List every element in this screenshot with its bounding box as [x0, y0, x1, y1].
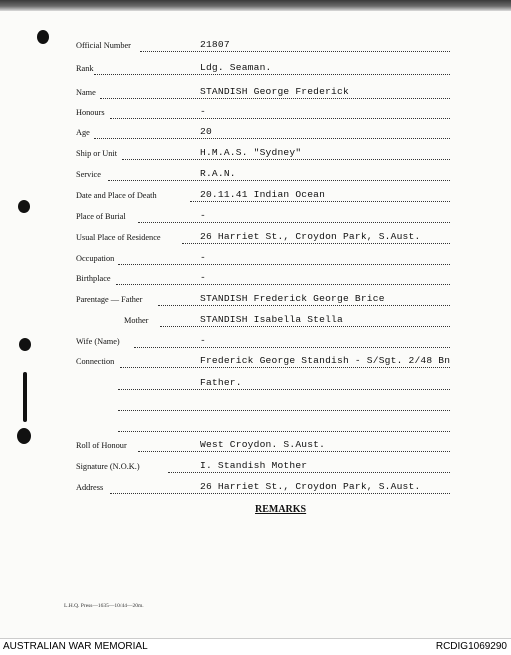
field-official-number — [0, 40, 511, 54]
field-roll-of-honour — [0, 440, 511, 454]
field-connection-line-3 — [0, 399, 511, 413]
field-rule — [120, 367, 450, 368]
field-value: - — [200, 210, 206, 221]
field-label: Address — [76, 483, 104, 492]
field-value: - — [200, 106, 206, 117]
field-connection-line-4 — [0, 420, 511, 434]
field-value: R.A.N. — [200, 168, 236, 179]
field-value: West Croydon. S.Aust. — [200, 439, 326, 450]
field-label: Occupation — [76, 254, 115, 263]
field-label: Roll of Honour — [76, 441, 127, 450]
field-value: I. Standish Mother — [200, 460, 308, 471]
field-value: - — [200, 335, 206, 346]
field-label: Parentage — Father — [76, 295, 143, 304]
field-label: Honours — [76, 108, 105, 117]
field-rank — [0, 63, 511, 77]
field-place-of-burial — [0, 211, 511, 225]
field-value: - — [200, 252, 206, 263]
field-service — [0, 169, 511, 183]
field-value: Ldg. Seaman. — [200, 62, 272, 73]
field-rule — [118, 389, 450, 390]
field-rule — [190, 201, 450, 202]
field-label: Rank — [76, 64, 94, 73]
field-date-place-of-death — [0, 190, 511, 204]
field-rule — [168, 472, 450, 473]
field-rule — [118, 431, 450, 432]
field-rule — [116, 284, 450, 285]
field-birthplace — [0, 273, 511, 287]
field-age — [0, 127, 511, 141]
field-name — [0, 87, 511, 101]
scan-top-edge — [0, 0, 511, 11]
field-value: Father. — [200, 377, 242, 388]
footer-source: AUSTRALIAN WAR MEMORIAL — [3, 641, 148, 652]
field-value: 20 — [200, 126, 212, 137]
field-connection — [0, 356, 511, 370]
field-label: Birthplace — [76, 274, 111, 283]
field-address — [0, 482, 511, 496]
field-label: Place of Burial — [76, 212, 126, 221]
field-mother — [0, 315, 511, 329]
field-connection-line-2 — [0, 378, 511, 392]
field-value: 26 Harriet St., Croydon Park, S.Aust. — [200, 231, 421, 242]
remarks-heading: REMARKS — [255, 504, 307, 515]
field-father — [0, 294, 511, 308]
field-label: Service — [76, 170, 101, 179]
field-rule — [94, 74, 450, 75]
field-label: Name — [76, 88, 96, 97]
field-value: STANDISH George Frederick — [200, 86, 349, 97]
field-value: 20.11.41 Indian Ocean — [200, 189, 326, 200]
field-rule — [138, 451, 450, 452]
field-rule — [118, 410, 450, 411]
field-rule — [100, 98, 450, 99]
field-rule — [182, 243, 450, 244]
field-value: 26 Harriet St., Croydon Park, S.Aust. — [200, 481, 421, 492]
field-value: 21807 — [200, 39, 230, 50]
field-ship-or-unit — [0, 148, 511, 162]
field-rule — [122, 159, 450, 160]
field-value: H.M.A.S. "Sydney" — [200, 147, 302, 158]
field-wife — [0, 336, 511, 350]
field-value: - — [200, 272, 206, 283]
field-rule — [110, 493, 450, 494]
field-rule — [138, 222, 450, 223]
field-rule — [110, 118, 450, 119]
field-value: STANDISH Isabella Stella — [200, 314, 343, 325]
field-occupation — [0, 253, 511, 267]
field-label: Official Number — [76, 41, 131, 50]
field-rule — [158, 305, 450, 306]
footer-reference: RCDIG1069290 — [435, 641, 507, 652]
field-rule — [134, 347, 450, 348]
archive-footer — [0, 638, 511, 655]
field-value: STANDISH Frederick George Brice — [200, 293, 385, 304]
field-rule — [94, 138, 450, 139]
field-signature — [0, 461, 511, 475]
field-label: Mother — [124, 316, 149, 325]
field-usual-residence — [0, 232, 511, 246]
field-label: Wife (Name) — [76, 337, 120, 346]
field-rule — [140, 51, 450, 52]
field-honours — [0, 107, 511, 121]
field-rule — [160, 326, 450, 327]
field-label: Date and Place of Death — [76, 191, 157, 200]
field-label: Age — [76, 128, 90, 137]
field-value: Frederick George Standish - S/Sgt. 2/48 Bn — [200, 355, 451, 366]
field-label: Usual Place of Residence — [76, 233, 161, 242]
field-rule — [118, 264, 450, 265]
field-rule — [108, 180, 450, 181]
print-note: L.H.Q. Press—1635—10/44—20m. — [64, 603, 144, 609]
field-label: Signature (N.O.K.) — [76, 462, 140, 471]
field-label: Connection — [76, 357, 115, 366]
field-label: Ship or Unit — [76, 149, 118, 158]
